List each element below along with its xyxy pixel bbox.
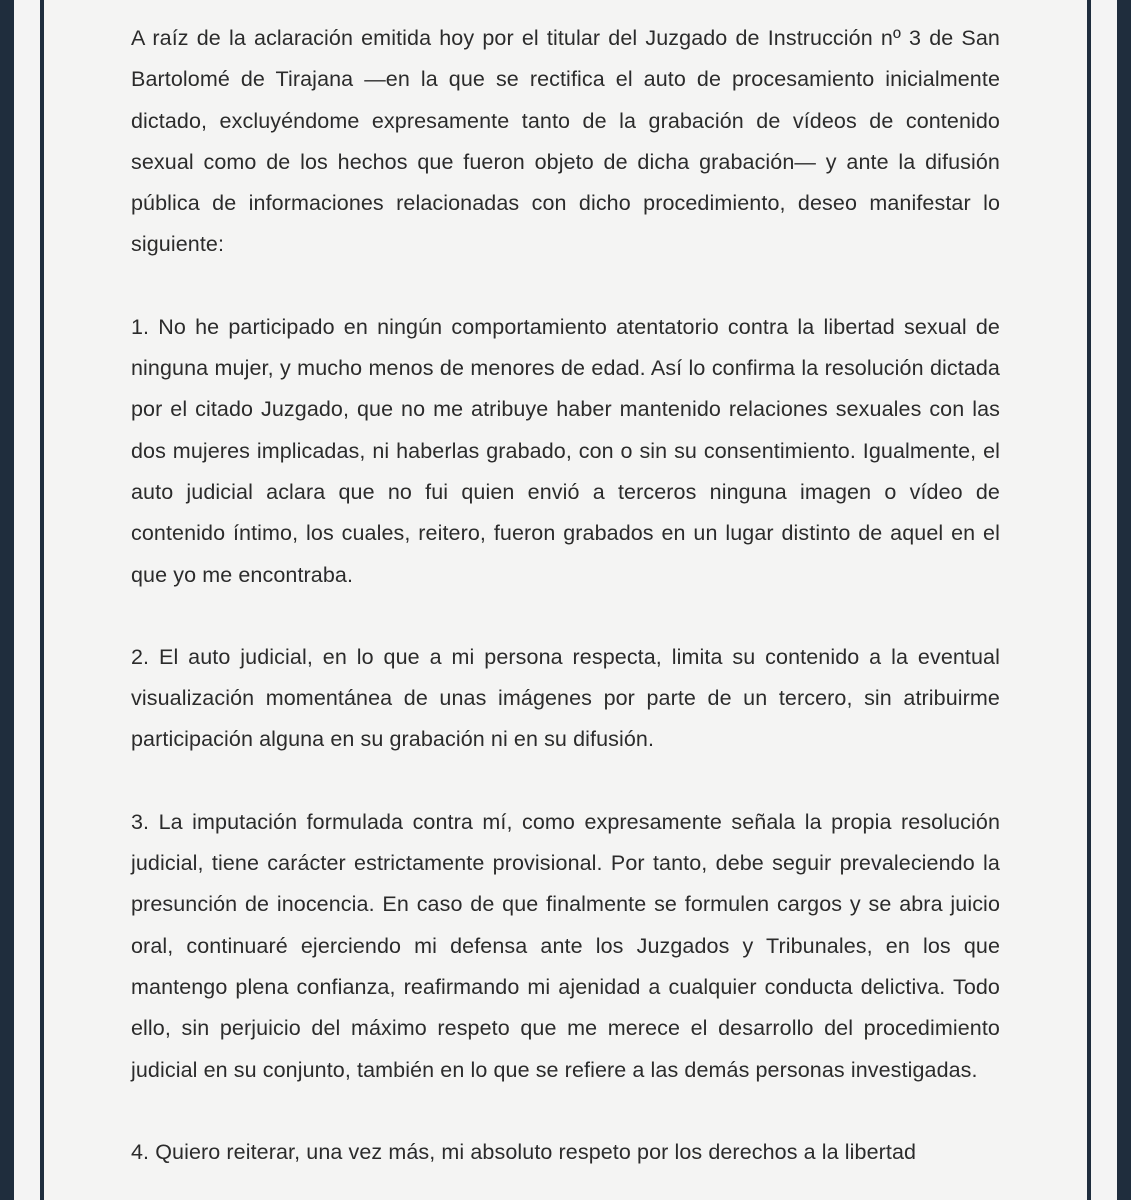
point-4-paragraph: 4. Quiero reiterar, una vez más, mi absoluto respeto por los derechos a la libertad xyxy=(131,1139,917,1164)
point-1-paragraph: 1. No he participado en ningún comportamiento atentatorio contra la libertad sexual de ninguna mujer, y mucho menos de menores de edad. Así lo confirma la resolución dictada por el citado Juzgado, que no me atribuye haber mantenido relaciones sexuales con las dos mujeres implicadas, ni haberlas grabado, con o sin su consentimiento. Igualmente, el auto judicial aclara que no fui quien envió a terceros ninguna imagen o vídeo de contenido íntimo, los cuales, reitero, fueron grabados en un lugar distinto de aquel en el que yo me encontraba. xyxy=(131,314,1000,587)
document-page xyxy=(44,0,1087,1200)
point-2-paragraph: 2. El auto judicial, en lo que a mi persona respecta, limita su contenido a la eventual visualización momentánea de unas imágenes por parte de un tercero, sin atribuirme participación alguna en su grabación ni en su difusión. xyxy=(131,644,1000,752)
statement-body xyxy=(131,18,1000,1200)
point-3-paragraph: 3. La imputación formulada contra mí, como expresamente señala la propia resolución judicial, tiene carácter estrictamente provisional. Por tanto, debe seguir prevaleciendo la presunción de inocencia. En caso de que finalmente se formulen cargos y se abra juicio oral, continuaré ejerciendo mi defensa ante los Juzgados y Tribunales, en los que mantengo plena confianza, reafirmando mi ajenidad a cualquier conducta delictiva. Todo ello, sin perjuicio del máximo respeto que me merece el desarrollo del procedimiento judicial en su conjunto, también en lo que se refiere a las demás personas investigadas. xyxy=(131,809,1000,1082)
intro-paragraph: A raíz de la aclaración emitida hoy por el titular del Juzgado de Instrucción nº 3 de San Bartolomé de Tirajana —en la que se rectifica el auto de procesamiento inicialmente dictado, excluyéndome expresamente tanto de la grabación de vídeos de contenido sexual como de los hechos que fueron objeto de dicha grabación— y ante la difusión pública de informaciones relacionadas con dicho procedimiento, deseo manifestar lo siguiente: xyxy=(131,26,1000,257)
right-border-rule xyxy=(1087,0,1091,1200)
